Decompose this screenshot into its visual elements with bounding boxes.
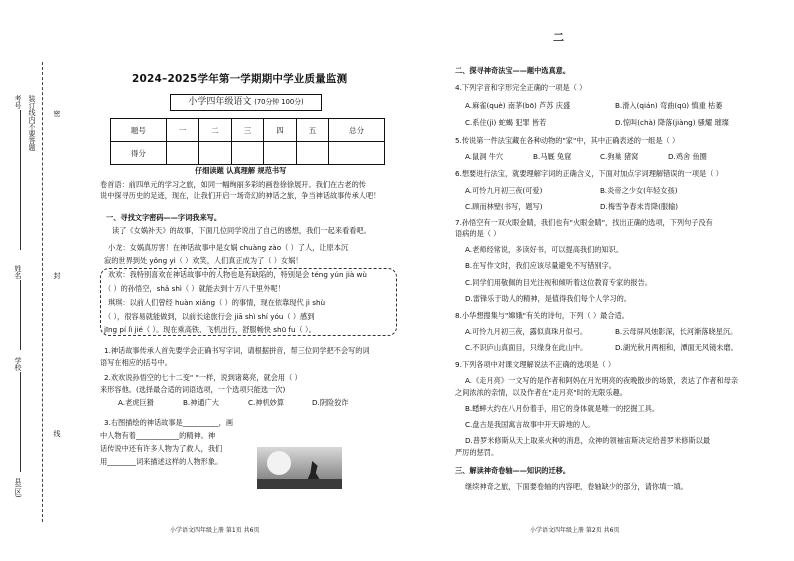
q1-line-1: 1.神话故事传承人首先要学会正确书写字词，请根据拼音，帮三位同学把不会写的词	[104, 346, 370, 355]
story-line-5: 琪琪：以前人们曾经 huàn xiǎng（ ）的事情，现在依靠现代 jì shù	[108, 298, 326, 307]
q7-line-1: 7.孙悟空有一双火眼金睛，我们也有"火眼金睛"，找出正确的选项，下列句子没有	[455, 218, 713, 227]
section3-title: 三、解读神奇卷轴——知识的迁移。	[455, 466, 571, 475]
q9-option-a-line-2: 之间浓浓的亲情，以及作者在"走月亮"时的无限乐趣。	[455, 388, 627, 397]
binding-field-line-1	[20, 110, 21, 250]
subject-note: (70分钟 100分)	[254, 98, 304, 106]
subject-title: 小学四年级语文	[188, 97, 252, 107]
q7-option-a[interactable]: A.老师经常说，多读好书，可以提高我们的知识。	[465, 245, 624, 254]
q4-option-c[interactable]: C.系住(jì) 蛇蝎 犯罪 皆若	[465, 118, 547, 127]
story-line-7: jīng pí lì jié（ ）。现在乘高铁、飞机出行，舒服畅快 shū fu（ ）。	[104, 325, 316, 334]
myth-illustration	[257, 447, 342, 489]
q5-text: 5.传说第一件法宝藏在各种动物的"家"中，其中正确表述的一组是（ ）	[455, 136, 680, 145]
binding-field-line-3	[20, 372, 21, 472]
q7-option-b[interactable]: B.在写作文时，我们应该尽量避免不写错别字。	[465, 261, 616, 270]
score-cell: 二	[199, 119, 232, 142]
score-cell: 三	[231, 119, 264, 142]
moon-shape	[267, 451, 291, 475]
q6-option-b[interactable]: B.炎帝之少女(年轻女孩)	[600, 186, 678, 195]
exam-title: 2024–2025学年第一学期期中学业质量监测	[132, 73, 348, 85]
q6-option-c[interactable]: C.顾而林壁(书写，题写)	[465, 202, 543, 211]
q4-option-b[interactable]: B.滑入(qián) 弯曲(qū) 慎重 枯萎	[615, 101, 723, 110]
binding-field-line-2	[20, 280, 21, 350]
subject-box	[170, 94, 322, 111]
motto: 仔细读题 认真理解 规范书写	[195, 166, 287, 175]
binding-label-name: 姓名	[14, 265, 22, 279]
score-row-values	[111, 142, 385, 165]
q6-option-d[interactable]: D.梅雪争春未肯降(服输)	[600, 202, 679, 211]
story-line-6: （ ），很容易就能做到，以前长途旅行会 jiā shì shí yóu（ ）感到	[104, 312, 315, 321]
q9-option-d-line-2: 严厉的惩罚。	[455, 448, 499, 457]
intro-line-2: 说中探寻历史的足迹，现在，让我们开启一场奇幻的神话之旅，争当神话故事传承人吧！	[100, 191, 381, 200]
seal-mark-1: 密	[53, 110, 61, 117]
section1-title: 一、寻找文字密码——字词我来写。	[106, 213, 222, 222]
score-cell: 总分	[329, 119, 385, 142]
q2-option-a[interactable]: A.老虎巨猾	[118, 398, 154, 407]
section2-title: 二、探寻神奇法宝——题中选真意。	[455, 66, 571, 75]
binding-label-exam-no: 考号	[14, 95, 22, 109]
story-line-3: 欢欢：我特别喜欢在神话故事中的人物也是有缺陷的，特别是会 téng yún jià wù	[108, 270, 367, 279]
q9-option-c[interactable]: C.盘古是我国寓言故事中开天辟地的人。	[465, 420, 595, 429]
score-cell: 一	[166, 119, 199, 142]
intro-line-1: 卷首语：前四单元的学习之旅，如同一幅绚丽多彩的画卷徐徐展开。我们在古老的传	[100, 180, 366, 189]
q8-option-c[interactable]: C.不识庐山真面目，只缘身在此山中。	[465, 343, 588, 352]
section1-lead: 读了《女娲补天》的故事，下面几位同学说出了自己的感想，我们一起来看看吧。	[112, 226, 371, 235]
page-mark: 二	[553, 31, 564, 44]
binding-label-district: 县(区)	[14, 478, 22, 498]
seal-mark-2: 封	[53, 272, 61, 279]
q4-option-a[interactable]: A.麻雀(què) 南茅(bō) 芦苏 庆盛	[465, 101, 571, 110]
q5-option-c[interactable]: C.狗巢 猪窝	[600, 152, 639, 161]
q2-option-d[interactable]: D.阴险狡诈	[312, 398, 349, 407]
q8-text: 8.小华想搜集与"嫦娥"有关的诗句，下列（ ）最合适。	[455, 311, 629, 320]
score-cell[interactable]	[329, 142, 385, 165]
q9-option-b[interactable]: B.蟋蟀大约在八月份着手，用它的身体就是唯一的挖掘工具。	[465, 404, 660, 413]
score-cell[interactable]	[264, 142, 297, 165]
q8-option-a[interactable]: A.可怜九月初三夜，露似真珠月似弓。	[465, 327, 588, 336]
q4-option-d[interactable]: D.惊叫(chà) 降落(jiàng) 骚耀 璀璨	[615, 118, 729, 127]
score-cell[interactable]	[199, 142, 232, 165]
q2-option-b[interactable]: B.神通广大	[183, 398, 219, 407]
section3-lead: 继续神奇之旅，下面要卷轴的内容吧，卷轴缺少的部分，请你填一填。	[465, 482, 688, 491]
score-cell[interactable]	[296, 142, 329, 165]
q2-line-2: 来形容他。(选择最合适的词语选项，一个选项只能选一次)	[100, 385, 286, 394]
footer-right: 小学语文四年级上册 第2页 共6页	[530, 527, 620, 534]
q9-option-d-line-1[interactable]: D.普罗米修斯从天上取来火种的消息，众神的领袖宙斯决定给普罗米修斯以最	[465, 436, 711, 445]
footer-left: 小学语文四年级上册 第1页 共6页	[170, 527, 260, 534]
score-cell: 题号	[111, 119, 167, 142]
q7-option-d[interactable]: D.雷锋乐于助人的精神，是值得我们每个人学习的。	[465, 294, 631, 303]
q8-option-d[interactable]: D.湖光秋月两相和，潭面无风镜未磨。	[615, 343, 738, 352]
binding-label-school: 学校	[14, 357, 22, 371]
q3-line-1: 3.右图描绘的神话故事是__________，画	[104, 418, 234, 427]
q3-line-3: 话传说中还有许多人物为了救人，我们	[100, 444, 223, 453]
score-cell: 五	[296, 119, 329, 142]
q4-text: 4.下列字音和字形完全正确的一项是（ ）	[455, 83, 587, 92]
q5-option-b[interactable]: B.马厩 兔窟	[533, 152, 572, 161]
q1-line-2: 语写在相应的括号中。	[100, 358, 172, 367]
q7-line-2: 语病的是（ ）	[455, 229, 501, 238]
q5-option-d[interactable]: D.鸡舍 鱼圈	[668, 152, 707, 161]
ground-shape	[257, 479, 342, 489]
score-cell[interactable]	[231, 142, 264, 165]
score-table	[110, 118, 385, 165]
seal-mark-3: 线	[53, 430, 61, 437]
score-cell[interactable]	[166, 142, 199, 165]
score-row-header	[111, 119, 385, 142]
q2-line-1: 2.欢欢说孙悟空的七十二变" "一样，说到诸葛亮，就会用（ ）	[104, 373, 302, 382]
q2-option-c[interactable]: C.神机妙算	[248, 398, 285, 407]
q9-text: 9.下列各项中对课文理解说法不正确的选项是（ ）	[455, 360, 616, 369]
score-cell: 得分	[111, 142, 167, 165]
story-line-4: （ ）的孙悟空，shǎ shì（ ）就能去到十万八千里外呢！	[104, 284, 285, 293]
q8-option-b[interactable]: B.云母屏风烛影深，长河渐落晓星沉。	[615, 327, 738, 336]
q6-option-a[interactable]: A.可怜九月初三夜(可爱)	[465, 186, 543, 195]
story-line-2: 寂的世界到处 yǒng yì（ ）欢笑，人们真正成为了（ ）女娲！	[104, 256, 303, 265]
q3-line-2: 中人物有着____________的精神。神	[100, 431, 216, 440]
binding-marks: 装订线内不要答题	[28, 95, 36, 151]
story-line-1: 小龙：女娲真厉害！在神话故事中是女娲 chuàng zào（ ）了人，让原本沉	[108, 243, 349, 252]
q6-text: 6.想要进行法宝，就要理解字词的正确含义，下面对加点字词理解错误的一项是（ ）	[455, 169, 723, 178]
binding-line	[42, 62, 43, 522]
score-cell: 四	[264, 119, 297, 142]
q5-option-a[interactable]: A.鼠洞 牛穴	[465, 152, 504, 161]
q9-option-a-line-1[interactable]: A.《走月亮》一文写的是作者和阿妈在月光明亮的夜晚散步的场景，表达了作者和母亲	[465, 376, 739, 385]
q3-line-4: 用________词来描述这样的人物形象。	[100, 457, 223, 466]
q7-option-c[interactable]: C.同学们用敬佩的目光注视和倾听着这位教育专家的报告。	[465, 278, 652, 287]
